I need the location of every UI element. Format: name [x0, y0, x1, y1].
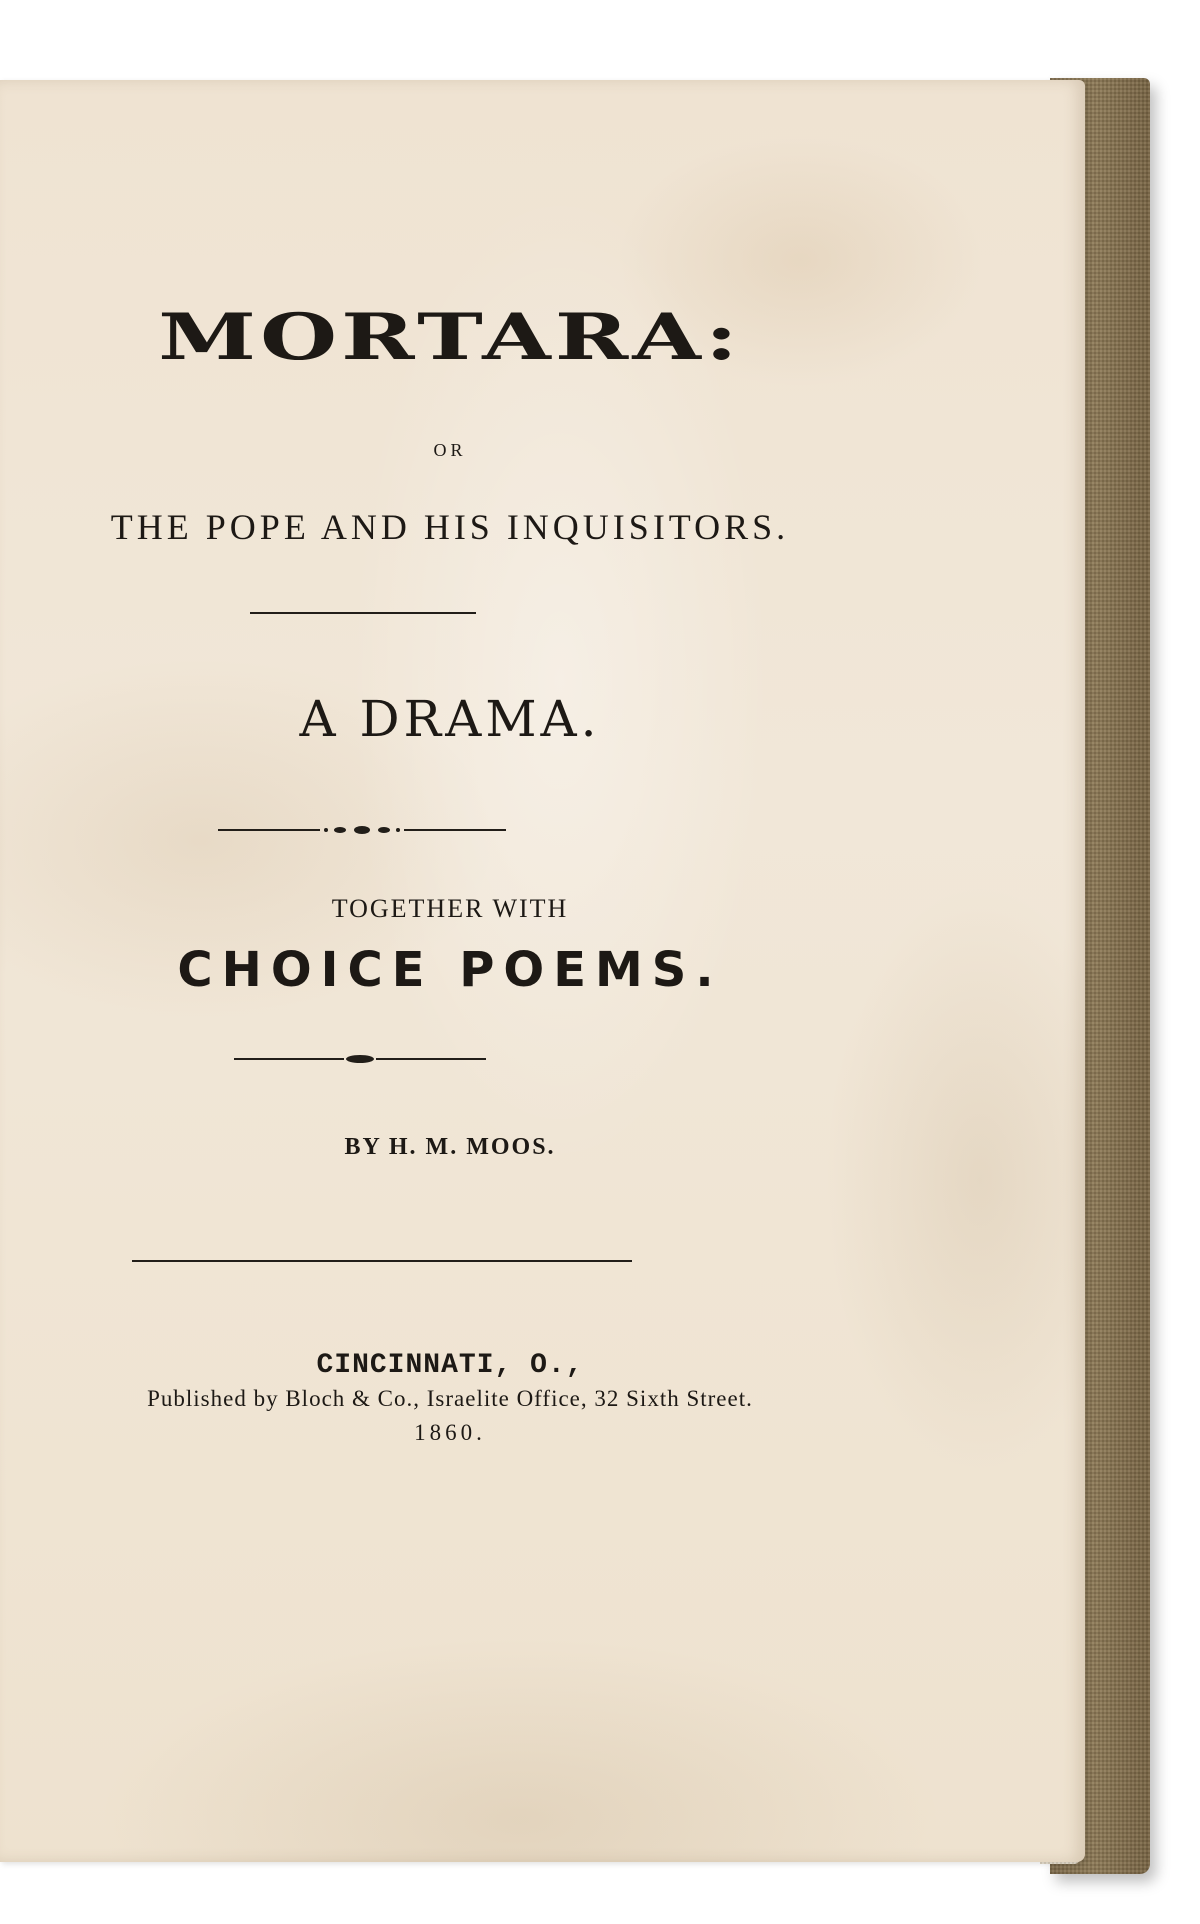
rule-2	[132, 1260, 632, 1262]
book-title: MORTARA:	[158, 300, 742, 375]
title-conjunction: OR	[433, 440, 467, 460]
book-subtitle: THE POPE AND HIS INQUISITORS.	[110, 507, 790, 547]
imprint-city: CINCINNATI, O.,	[316, 1350, 584, 1381]
ornamental-rule-1	[218, 822, 506, 838]
imprint-publisher: Published by Bloch & Co., Israelite Office, 32 Sixth Street.	[147, 1386, 753, 1411]
ornamental-rule-2	[234, 1052, 486, 1066]
title-page	[0, 80, 1085, 1862]
together-with-line: TOGETHER WITH	[331, 894, 569, 923]
author-line: BY H. M. MOOS.	[344, 1134, 556, 1160]
genre-line: A DRAMA.	[299, 690, 601, 748]
imprint-year: 1860.	[414, 1420, 486, 1445]
rule-1	[250, 612, 476, 614]
choice-poems-line: CHOICE POEMS.	[177, 942, 723, 998]
